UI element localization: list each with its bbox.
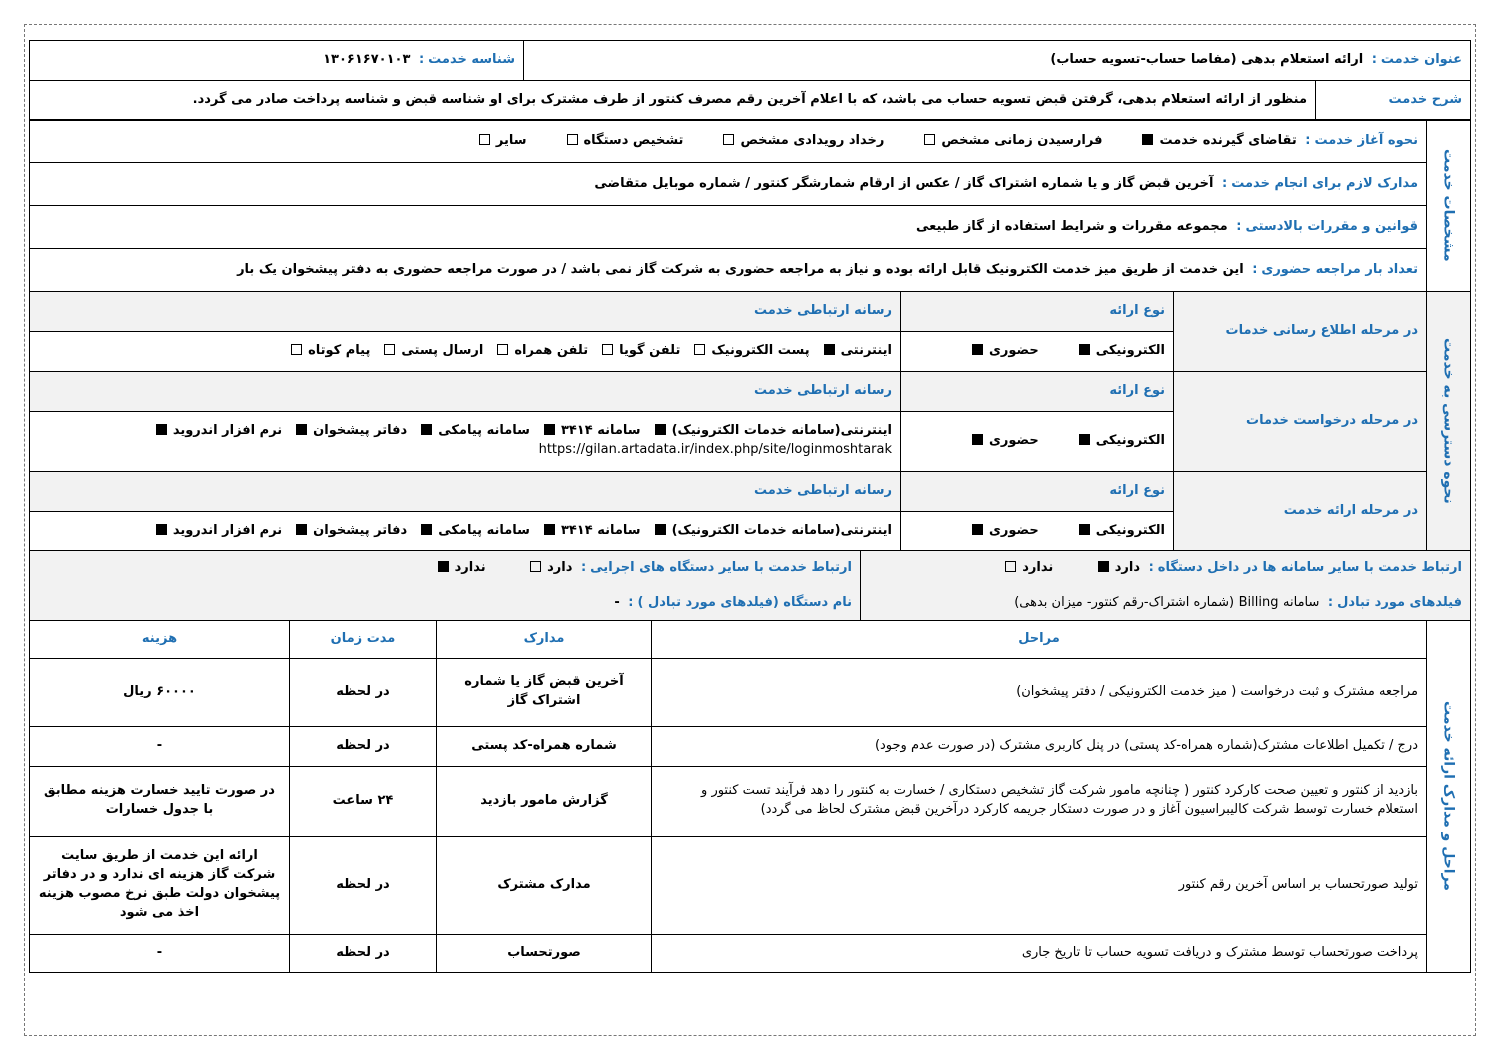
- stage-0-channel-0-option: [820, 343, 892, 358]
- stage-0-type-0-checkbox[interactable]: [1079, 344, 1090, 355]
- description-table: [29, 80, 1471, 121]
- stage-2-channel-list: [142, 523, 892, 538]
- id-value: ۱۳۰۶۱۶۷۰۱۰۳: [323, 52, 411, 68]
- time-cell: در لحظه: [290, 658, 437, 726]
- time-cell: در لحظه: [290, 836, 437, 934]
- cost-cell: در صورت تایید خسارت هزینه مطابق با جدول خسارات: [30, 766, 290, 836]
- stage-1-type-1-label: حضوری: [988, 432, 1039, 448]
- stage-0-type-1-label: حضوری: [988, 342, 1039, 358]
- internal-yes-label: دارد: [1114, 560, 1141, 576]
- start-option-4-checkbox[interactable]: [479, 134, 490, 145]
- time-header: مدت زمان: [290, 620, 437, 658]
- stage-2-channel-0-checkbox[interactable]: [655, 524, 666, 535]
- stage-1-channel-list: [142, 423, 892, 438]
- stage-1-channel-2-label: سامانه پیامکی: [438, 423, 530, 439]
- stage-1-type-0-label: الکترونیکی: [1095, 432, 1165, 448]
- stage-0-channel-5-option: [287, 343, 370, 358]
- external-no-label: ندارد: [454, 560, 486, 576]
- types-0: [901, 331, 1174, 371]
- stage-2-type-1-option: [968, 523, 1039, 538]
- device-row: نام دستگاه (فیلدهای مورد تبادل ): -: [30, 587, 861, 621]
- stage-1-channel-3-option: [292, 423, 407, 438]
- stage-2-channel-3-label: دفاتر پیشخوان: [313, 522, 408, 538]
- docs-cell: صورتحساب: [437, 934, 652, 972]
- fields-system: Billing: [1238, 594, 1279, 610]
- stage-1-channel-2-checkbox[interactable]: [421, 424, 432, 435]
- title-cell: عنوان خدمت: ارائه استعلام بدهی (مفاصا حساب-تسویه حساب): [524, 41, 1471, 81]
- stage-1-channel-1-checkbox[interactable]: [544, 424, 555, 435]
- access-side-label: نحوه دسترسی به خدمت: [1427, 291, 1471, 551]
- device-value: -: [614, 594, 620, 610]
- internal-no-checkbox[interactable]: [1005, 561, 1016, 572]
- device-label: نام دستگاه (فیلدهای مورد تبادل ): [637, 594, 852, 610]
- stage-0-channel-2-option: [598, 343, 680, 358]
- stage-0-type-0-label: الکترونیکی: [1095, 342, 1165, 358]
- cost-cell: ارائه این خدمت از طریق سایت شرکت گاز هزینه ای ندارد و در دفاتر پیشخوان دولت طبق نرخ مصوب هزینه اخذ می شود: [30, 836, 290, 934]
- stage-2-type-0-label: الکترونیکی: [1095, 522, 1165, 538]
- table-row: [30, 836, 1471, 934]
- start-label: نحوه آغاز خدمت: [1314, 132, 1418, 148]
- time-cell: ۲۴ ساعت: [290, 766, 437, 836]
- steps-side-label: مراحل و مدارک ارائه خدمت: [1427, 620, 1471, 972]
- type-header-2: نوع ارائه: [901, 471, 1174, 511]
- title-value: ارائه استعلام بدهی (مفاصا حساب-تسویه حساب): [1050, 52, 1364, 68]
- docs-row: مدارک لازم برای انجام خدمت: آخرین قبض گاز و یا شماره اشتراک گاز / عکس از ارقام شمارشگر کنتور / شماره موبایل متقاضی: [30, 163, 1427, 206]
- start-option-1-label: فرارسیدن زمانی مشخص: [941, 132, 1103, 148]
- docs-cell: شماره همراه-کد پستی: [437, 726, 652, 766]
- docs-cell: آخرین قبض گاز یا شماره اشتراک گاز: [437, 658, 652, 726]
- stage-label-1: در مرحله درخواست خدمات: [1174, 371, 1427, 471]
- stage-2-type-0-option: [1075, 523, 1165, 538]
- stage-0-channel-5-checkbox[interactable]: [291, 344, 302, 355]
- type-header-1: نوع ارائه: [901, 371, 1174, 411]
- stage-1-channel-4-option: [152, 423, 282, 438]
- start-option-0-checkbox[interactable]: [1142, 134, 1153, 145]
- step-cell: پرداخت صورتحساب توسط مشترک و دریافت تسویه حساب تا تاریخ جاری: [652, 934, 1427, 972]
- header-table: [29, 40, 1471, 81]
- external-link-row: ارتباط خدمت با سایر دستگاه های اجرایی: دارد ندارد: [30, 551, 861, 587]
- stage-2-channel-4-label: نرم افزار اندروید: [172, 522, 283, 538]
- stage-0-channel-4-option: [380, 343, 483, 358]
- start-option-3-checkbox[interactable]: [567, 134, 578, 145]
- stage-2-channel-1-option: [540, 523, 641, 538]
- stage-1-channel-0-label: اینترنتی(سامانه خدمات الکترونیک): [671, 423, 892, 439]
- stage-2-channel-2-label: سامانه پیامکی: [438, 522, 530, 538]
- channels-1: [30, 411, 901, 471]
- external-yes-label: دارد: [547, 560, 573, 576]
- laws-value: مجموعه مقررات و شرایط استفاده از گاز طبیعی: [915, 218, 1228, 234]
- stage-0-channel-5-label: پیام کوتاه: [308, 342, 371, 358]
- fields-prefix: سامانه: [1283, 594, 1320, 610]
- stage-2-channel-4-option: [152, 523, 282, 538]
- stage-1-channel-3-checkbox[interactable]: [296, 424, 307, 435]
- id-label: شناسه خدمت: [428, 52, 515, 68]
- table-row: [30, 766, 1471, 836]
- stage-0-channel-list: [277, 343, 892, 358]
- channel-header-0: رسانه ارتباطی خدمت: [30, 291, 901, 331]
- stage-0-channel-1-option: [690, 343, 809, 358]
- stage-0-channel-1-checkbox[interactable]: [694, 344, 705, 355]
- stage-0-channel-2-checkbox[interactable]: [602, 344, 613, 355]
- stage-1-channel-0-checkbox[interactable]: [655, 424, 666, 435]
- step-cell: مراجعه مشترک و ثبت درخواست ( میز خدمت الکترونیکی / دفتر پیشخوان): [652, 658, 1427, 726]
- stage-0-channel-3-option: [493, 343, 588, 358]
- stage-2-type-0-checkbox[interactable]: [1079, 524, 1090, 535]
- time-cell: در لحظه: [290, 726, 437, 766]
- description-value: منظور از ارائه استعلام بدهی، گرفتن قبض تسویه حساب می باشد، که با اعلام آخرین رقم مصرف کنتور از طرف مشترک برای او شناسه قبض و شناسه پرداخت صادر می گردد.: [30, 80, 1316, 120]
- external-yes-checkbox[interactable]: [530, 561, 541, 572]
- stage-1-channel-1-label: سامانه ۳۴۱۴: [560, 423, 641, 439]
- start-option-3-label: تشخیص دستگاه: [583, 132, 684, 148]
- stage-0-channel-3-label: تلفن همراه: [514, 342, 589, 358]
- step-header: مراحل: [652, 620, 1427, 658]
- stage-2-channel-4-checkbox[interactable]: [156, 524, 167, 535]
- cost-cell: ۶۰۰۰۰ ریال: [30, 658, 290, 726]
- time-cell: در لحظه: [290, 934, 437, 972]
- start-option-2-checkbox[interactable]: [723, 134, 734, 145]
- stage-2-channel-3-checkbox[interactable]: [296, 524, 307, 535]
- fields-row: فیلدهای مورد تبادل: سامانه Billing (شماره اشتراک-رقم کنتور- میزان بدهی): [861, 587, 1471, 621]
- visits-value: این خدمت از طریق میز خدمت الکترونیک قابل ارائه بوده و نیاز به مراجعه حضوری به شرکت گاز نمی باشد / در صورت مراجعه حضوری به دفتر پیشخوان یک بار: [237, 261, 1244, 277]
- start-option-2-option: [719, 133, 884, 148]
- stage-2-channel-2-checkbox[interactable]: [421, 524, 432, 535]
- stage-1-channel-3-label: دفاتر پیشخوان: [313, 423, 408, 439]
- start-option-4-label: سایر: [495, 132, 527, 148]
- stage-0-channel-0-checkbox[interactable]: [824, 344, 835, 355]
- stage-1-channel-4-label: نرم افزار اندروید: [172, 423, 283, 439]
- channel-header-1: رسانه ارتباطی خدمت: [30, 371, 901, 411]
- stage-0-type-1-checkbox[interactable]: [972, 344, 983, 355]
- stage-1-channel-1-option: [540, 423, 641, 438]
- cost-cell: -: [30, 934, 290, 972]
- stage-2-channel-0-label: اینترنتی(سامانه خدمات الکترونیک): [671, 522, 892, 538]
- internal-label: ارتباط خدمت با سایر سامانه ها در داخل دستگاه: [1157, 560, 1462, 576]
- type-header-0: نوع ارائه: [901, 291, 1174, 331]
- stage-1-type-0-option: [1075, 433, 1165, 448]
- stage-1-channel-0-option: [651, 423, 892, 438]
- visits-row: تعداد بار مراجعه حضوری: این خدمت از طریق میز خدمت الکترونیک قابل ارائه بوده و نیاز به مراجعه حضوری به شرکت گاز نمی باشد / در صورت مراجعه حضوری به دفتر پیشخوان یک بار: [30, 249, 1427, 292]
- step-cell: درج / تکمیل اطلاعات مشترک(شماره همراه-کد پستی) در پنل کاربری مشترک (در صورت عدم وجود): [652, 726, 1427, 766]
- cost-cell: -: [30, 726, 290, 766]
- stage-0-channel-4-checkbox[interactable]: [384, 344, 395, 355]
- table-row: [30, 658, 1471, 726]
- start-options: [439, 133, 1297, 148]
- cost-header: هزینه: [30, 620, 290, 658]
- stage-2-channel-1-checkbox[interactable]: [544, 524, 555, 535]
- step-cell: بازدید از کنتور و تعیین صحت کارکرد کنتور ( چنانچه مامور شرکت گاز تشخیص دستکاری / خسارت به کنتور را دهد فرآیند تست کنتور و استعلام خسارت توسط شرکت کالیبراسیون آغاز و در صورت دستکار جریمه کارکرد درآخرین قبض مشترک لحاظ می گردد): [652, 766, 1427, 836]
- specs-table: [29, 119, 1471, 292]
- stage-2-type-1-label: حضوری: [988, 522, 1039, 538]
- stage-0-channel-3-checkbox[interactable]: [497, 344, 508, 355]
- start-option-1-checkbox[interactable]: [924, 134, 935, 145]
- stage-1-channel-4-checkbox[interactable]: [156, 424, 167, 435]
- start-option-2-label: رخداد رویدادی مشخص: [740, 132, 885, 148]
- stage-label-0: در مرحله اطلاع رسانی خدمات: [1174, 291, 1427, 371]
- table-row: [30, 726, 1471, 766]
- stage-1-url-link[interactable]: https://gilan.artadata.ir/index.php/site/loginmoshtarak: [538, 442, 892, 457]
- service-form: [30, 40, 1471, 973]
- start-option-1-option: [920, 133, 1102, 148]
- external-label: ارتباط خدمت با سایر دستگاه های اجرایی: [590, 560, 852, 576]
- stage-2-channel-3-option: [292, 523, 407, 538]
- channels-0: [30, 331, 901, 371]
- access-table: [29, 291, 1471, 552]
- internal-yes-checkbox[interactable]: [1098, 561, 1109, 572]
- stage-2-channel-2-option: [417, 523, 530, 538]
- channels-2: [30, 511, 901, 551]
- stage-0-type-1-option: [968, 343, 1039, 358]
- links-table: [29, 550, 1471, 621]
- stage-0-channel-0-label: اینترنتی: [840, 342, 892, 358]
- stage-2-type-1-checkbox[interactable]: [972, 524, 983, 535]
- start-option-0-label: تقاضای گیرنده خدمت: [1159, 132, 1297, 148]
- stage-0-channel-4-label: ارسال پستی: [401, 342, 484, 358]
- stage-1-type-1-checkbox[interactable]: [972, 434, 983, 445]
- fields-label: فیلدهای مورد تبادل: [1337, 594, 1462, 610]
- types-2: [901, 511, 1174, 551]
- laws-row: قوانین و مقررات بالادستی: مجموعه مقررات و شرایط استفاده از گاز طبیعی: [30, 206, 1427, 249]
- stage-1-channel-2-option: [417, 423, 530, 438]
- start-option-3-option: [563, 133, 684, 148]
- channel-header-2: رسانه ارتباطی خدمت: [30, 471, 901, 511]
- start-option-4-option: [475, 133, 527, 148]
- id-cell: شناسه خدمت: ۱۳۰۶۱۶۷۰۱۰۳: [30, 41, 524, 81]
- docs-value: آخرین قبض گاز و یا شماره اشتراک گاز / عکس از ارقام شمارشگر کنتور / شماره موبایل متقاضی: [594, 175, 1214, 191]
- stage-2-channel-1-label: سامانه ۳۴۱۴: [560, 522, 641, 538]
- description-label: شرح خدمت: [1316, 80, 1471, 120]
- title-label: عنوان خدمت: [1380, 52, 1462, 68]
- stage-1-type-1-option: [968, 433, 1039, 448]
- external-no-checkbox[interactable]: [438, 561, 449, 572]
- stage-0-type-0-option: [1075, 343, 1165, 358]
- visits-label: تعداد بار مراجعه حضوری: [1261, 261, 1418, 277]
- internal-no-label: ندارد: [1022, 560, 1054, 576]
- stage-0-channel-1-label: پست الکترونیک: [711, 342, 810, 358]
- step-cell: تولید صورتحساب بر اساس آخرین رقم کنتور: [652, 836, 1427, 934]
- steps-table: [29, 620, 1471, 973]
- laws-label: قوانین و مقررات بالادستی: [1245, 218, 1418, 234]
- stage-1-type-0-checkbox[interactable]: [1079, 434, 1090, 445]
- stage-0-channel-2-label: تلفن گویا: [619, 342, 681, 358]
- internal-link-row: ارتباط خدمت با سایر سامانه ها در داخل دستگاه: دارد ندارد: [861, 551, 1471, 587]
- stage-2-channel-0-option: [651, 523, 892, 538]
- table-row: [30, 934, 1471, 972]
- stage-label-2: در مرحله ارائه خدمت: [1174, 471, 1427, 551]
- start-option-0-option: [1138, 133, 1296, 148]
- types-1: [901, 411, 1174, 471]
- start-row: نحوه آغاز خدمت: تقاضای گیرنده خدمتفرارسیدن زمانی مشخصرخداد رویدادی مشخصتشخیص دستگاهسایر: [30, 120, 1427, 163]
- docs-label: مدارک لازم برای انجام خدمت: [1231, 175, 1418, 191]
- docs-header: مدارک: [437, 620, 652, 658]
- docs-cell: گزارش مامور بازدید: [437, 766, 652, 836]
- specs-side-label: مشخصات خدمت: [1427, 120, 1471, 292]
- docs-cell: مدارک مشترک: [437, 836, 652, 934]
- fields-rest: (شماره اشتراک-رقم کنتور- میزان بدهی): [1014, 594, 1235, 610]
